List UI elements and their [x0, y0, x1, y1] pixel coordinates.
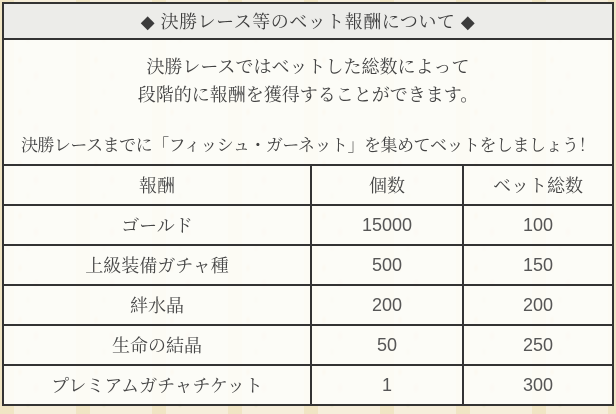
table-row	[4, 324, 612, 364]
table-row	[4, 204, 612, 244]
header-cell-reward: 報酬	[139, 176, 175, 196]
table-row	[4, 284, 612, 324]
rewards-table	[4, 164, 612, 404]
bet-total: 100	[462, 206, 612, 244]
reward-quantity: 50	[310, 326, 462, 364]
reward-quantity: 500	[310, 246, 462, 284]
reward-quantity: 200	[310, 286, 462, 324]
table-row	[4, 364, 612, 404]
reward-name: プレミアムガチャチケット	[51, 376, 263, 396]
description-call-to-action: 決勝レースまでに「フィッシュ・ガーネット」を集めてベットをしましょう！	[20, 136, 596, 155]
title-bar	[4, 4, 612, 40]
reward-quantity: 1	[310, 366, 462, 404]
reward-name: ゴールド	[121, 216, 193, 236]
bet-total: 150	[462, 246, 612, 284]
table-row	[4, 244, 612, 284]
description-line-1: 決勝レースではベットした総数によって	[146, 57, 470, 77]
reward-quantity: 15000	[310, 206, 462, 244]
bet-total: 250	[462, 326, 612, 364]
table-header-row	[4, 164, 612, 204]
header-cell-bet-total: ベット総数	[462, 166, 612, 204]
description-line-2: 段階的に報酬を獲得することができます。	[137, 85, 479, 105]
bet-total: 200	[462, 286, 612, 324]
bet-total: 300	[462, 366, 612, 404]
reward-name: 絆水晶	[130, 296, 184, 316]
reward-name: 上級装備ガチャ種	[85, 256, 229, 276]
page-title: ◆ 決勝レース等のベット報酬について ◆	[140, 12, 476, 32]
description-section	[4, 40, 612, 164]
notice-panel	[2, 2, 614, 406]
header-cell-quantity: 個数	[310, 166, 462, 204]
reward-name: 生命の結晶	[112, 336, 202, 356]
